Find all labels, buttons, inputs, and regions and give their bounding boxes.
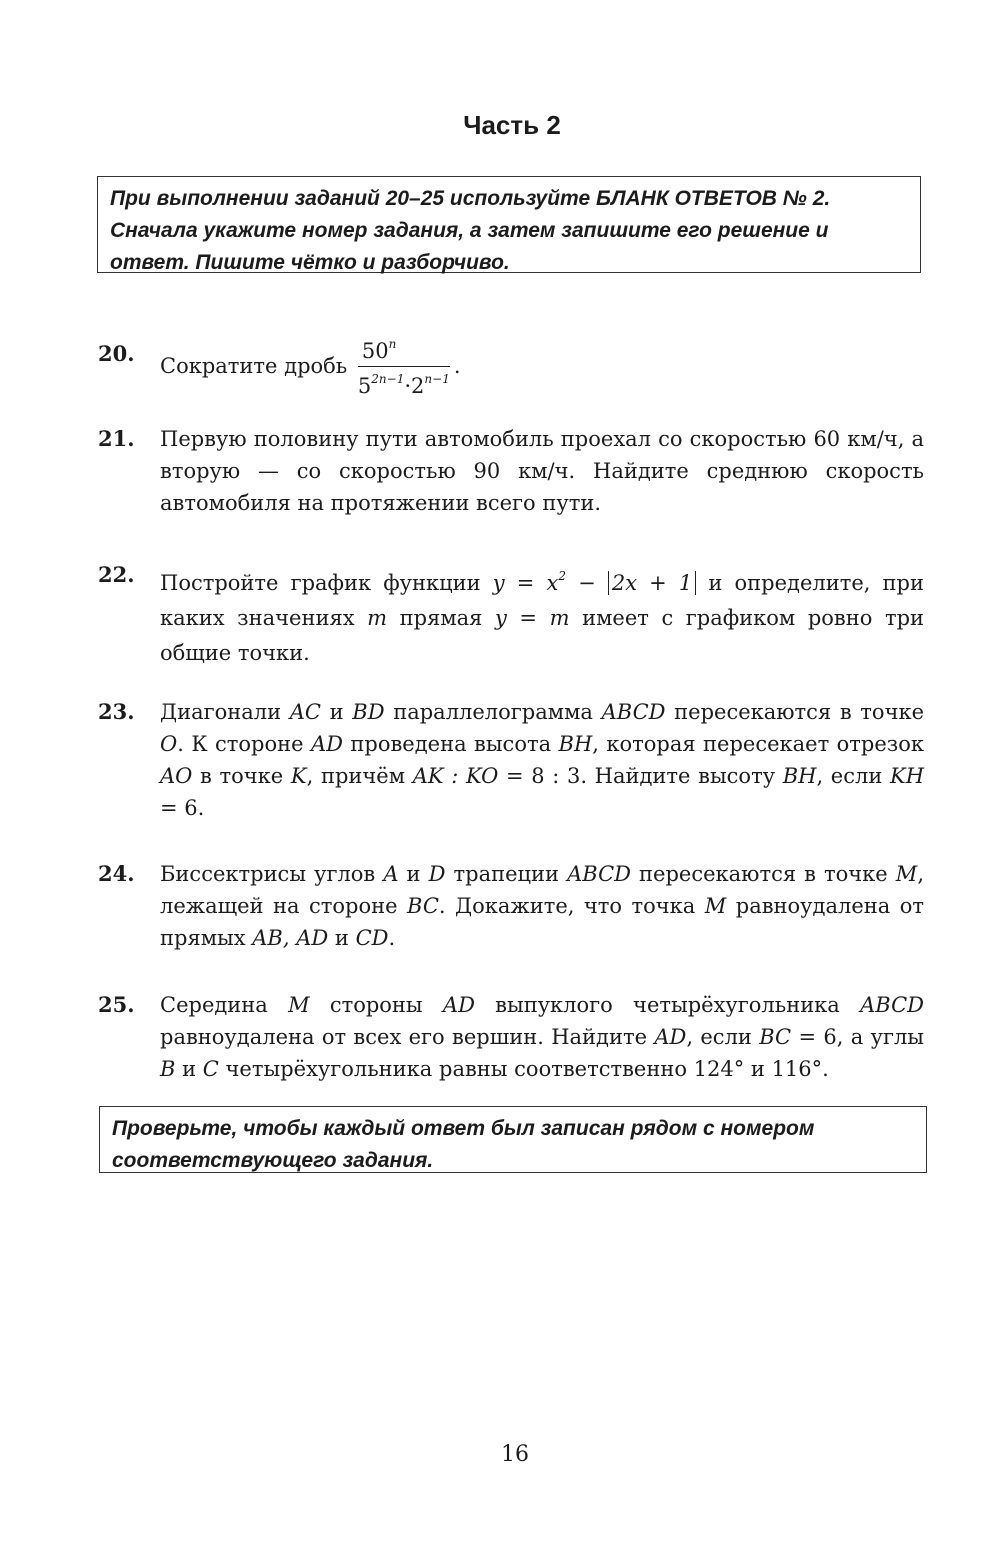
task-number: 24. — [98, 861, 135, 886]
footer-note-box — [99, 1106, 927, 1173]
task-text-end: . — [453, 354, 461, 378]
variable-m: m — [367, 606, 388, 630]
page-heading: Часть 2 — [463, 110, 561, 140]
denominator-exponent-2: n−1 — [424, 372, 450, 386]
task-text: Биссектрисы углов A и D трапеции ABCD пересекаются в точке M, лежащей на стороне BC. Докажите, что точка M равноудалена от прямых AB, AD и CD. — [160, 862, 924, 950]
task-text-mid2: прямая — [399, 606, 483, 630]
task-number: 21. — [98, 426, 135, 451]
task-text: Диагонали AC и BD параллелограмма ABCD пересекаются в точке O. К стороне AD проведена высота BH, которая пересекает отрезок AO в точке K, причём AK : KO = 8 : 3. Найдите высоту BH, если KH = 6. — [160, 700, 925, 820]
task-number: 23. — [98, 699, 135, 724]
instructions-text: При выполнении заданий 20–25 используйте БЛАНК ОТВЕТОВ № 2. Сначала укажите номер задания, а затем запишите его решение и ответ. Пишите чётко и разборчиво. — [110, 187, 831, 274]
fraction — [358, 338, 450, 397]
instructions-box — [97, 176, 921, 273]
task-text: Середина M стороны AD выпуклого четырёхугольника ABCD равноудалена от всех его вершин. Найдите AD, если BC = 6, а углы B и C четырёхугольника равны соответственно 124° и 116°. — [160, 993, 924, 1081]
task-22 — [98, 559, 924, 671]
footer-note-text: Проверьте, чтобы каждый ответ был записан рядом с номером соответствующего задания. — [112, 1117, 815, 1172]
fraction-numerator: 50 — [361, 339, 389, 363]
task-text: Постройте график функции — [160, 571, 481, 595]
task-25 — [98, 989, 924, 1085]
task-number: 22. — [98, 562, 135, 587]
formula-exponent: 2 — [558, 569, 566, 583]
page-number: 16 — [501, 1442, 529, 1467]
multiplication-dot: · — [404, 374, 412, 398]
task-number: 20. — [98, 341, 135, 366]
task-number: 25. — [98, 992, 135, 1017]
formula — [493, 571, 696, 595]
denominator-base-2: 2 — [411, 374, 425, 398]
task-23 — [98, 696, 924, 824]
denominator-exponent-1: 2n−1 — [371, 372, 405, 386]
numerator-exponent: n — [388, 337, 397, 351]
formula-minus: − — [565, 571, 608, 595]
task-text-end: имеет с графиком ровно три общие точки. — [160, 606, 925, 665]
task-text: Сократите дробь — [160, 354, 348, 378]
task-text: Первую половину пути автомобиль проехал со скоростью 60 км/ч, а вторую — со скоростью 90 км/ч. Найдите среднюю скорость автомобиля на протяжении всего пути. — [160, 427, 924, 515]
task-20 — [98, 338, 924, 397]
task-21 — [98, 423, 924, 519]
absolute-value: 2x + 1 — [608, 571, 696, 595]
denominator-base-1: 5 — [357, 374, 372, 398]
formula-lhs: y = x — [492, 571, 559, 595]
line-equation: y = m — [495, 606, 570, 630]
task-text-mid: и определите, при каких значениях — [160, 571, 924, 630]
task-24 — [98, 858, 924, 954]
